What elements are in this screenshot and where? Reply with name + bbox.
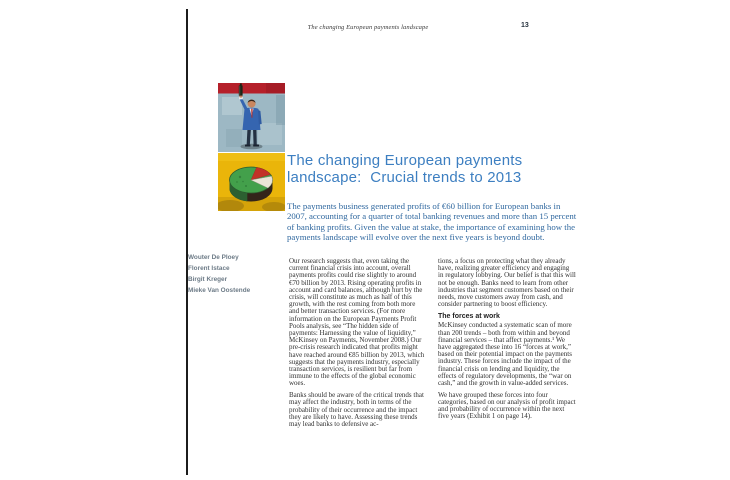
article-title-line1: The changing European payments (287, 152, 523, 169)
pie-chart-illustration (218, 153, 285, 211)
author-name: Wouter De Ploey (188, 254, 239, 261)
page-number: 13 (521, 22, 529, 29)
author-list (188, 252, 278, 296)
body-paragraph: Banks should be aware of the critical trends that may affect the industry, both in terms of the probability of their occurrence and the impact they are likely to have. Assessing these trends may lead banks to defensive ac- (289, 391, 424, 428)
body-paragraph: tions, a focus on protecting what they already have, realizing greater efficiency and engaging in regulatory lobbying. Our belief is that this will not be enough. Banks need to learn from other industries that segment customers based on their needs, move customers away from cash, and consider partnering to boost efficiency. (438, 257, 576, 309)
man-holding-bottle-illustration (218, 83, 285, 152)
author-name: Florent Istace (188, 265, 230, 272)
author-name: Birgit Kreger (188, 276, 228, 283)
body-paragraph: Our research suggests that, even taking the current financial crisis into account, overall payments profits could rise slightly to around €70 billion by 2013. Rising operating profits in account and card balances, although hurt by the crisis, will constitute as much as half of this growth, with the rest coming from both more and better transaction services. (For more information on the European Payments Profit Pools analysis, see “The hidden side of payments: Harnessing the value of liquidity,” McKinsey on Payments, November 2008.) Our pre-crisis research indicated that profits might have reached around €85 billion by 2013, which suggests that the payments industry, especially transaction services, is resilient but far from immune to the effects of the global economic woes. (289, 257, 425, 388)
article-title (287, 153, 587, 186)
body-paragraph: We have grouped these forces into four categories, based on our analysis of profit impact and probability of occurrence within the next five years (Exhibit 1 on page 14). (438, 390, 576, 421)
body-paragraph: McKinsey conducted a systematic scan of more than 200 trends – both from within and beyond financial services – that affect payments.¹ We have aggregated these into 16 “forces at work,” based on their potential impact on the payments industry. These forces include the impact of the financial crisis on lending and liquidity, the effects of regulatory developments, the “war on cash,” and the growth in value-added services. (438, 321, 572, 388)
left-margin-rule (186, 9, 188, 475)
article-title-line2: landscape: Crucial trends to 2013 (287, 168, 522, 186)
body-column-right (438, 258, 576, 425)
body-column-left (289, 258, 427, 433)
running-header-title: The changing European payments landscape (307, 24, 429, 31)
author-name: Mieke Van Oostende (188, 287, 251, 294)
intro-abstract: The payments business generated profits of €60 billion for European banks in 2007, accounting for a quarter of total banking revenues and more than 15 percent of banking profits. Given the value at stake, the importance of examining how the payments landscape will evolve over the next five years is beyond doubt. (287, 201, 577, 242)
section-heading: The forces at work (438, 312, 500, 320)
cover-illustration (218, 83, 285, 211)
